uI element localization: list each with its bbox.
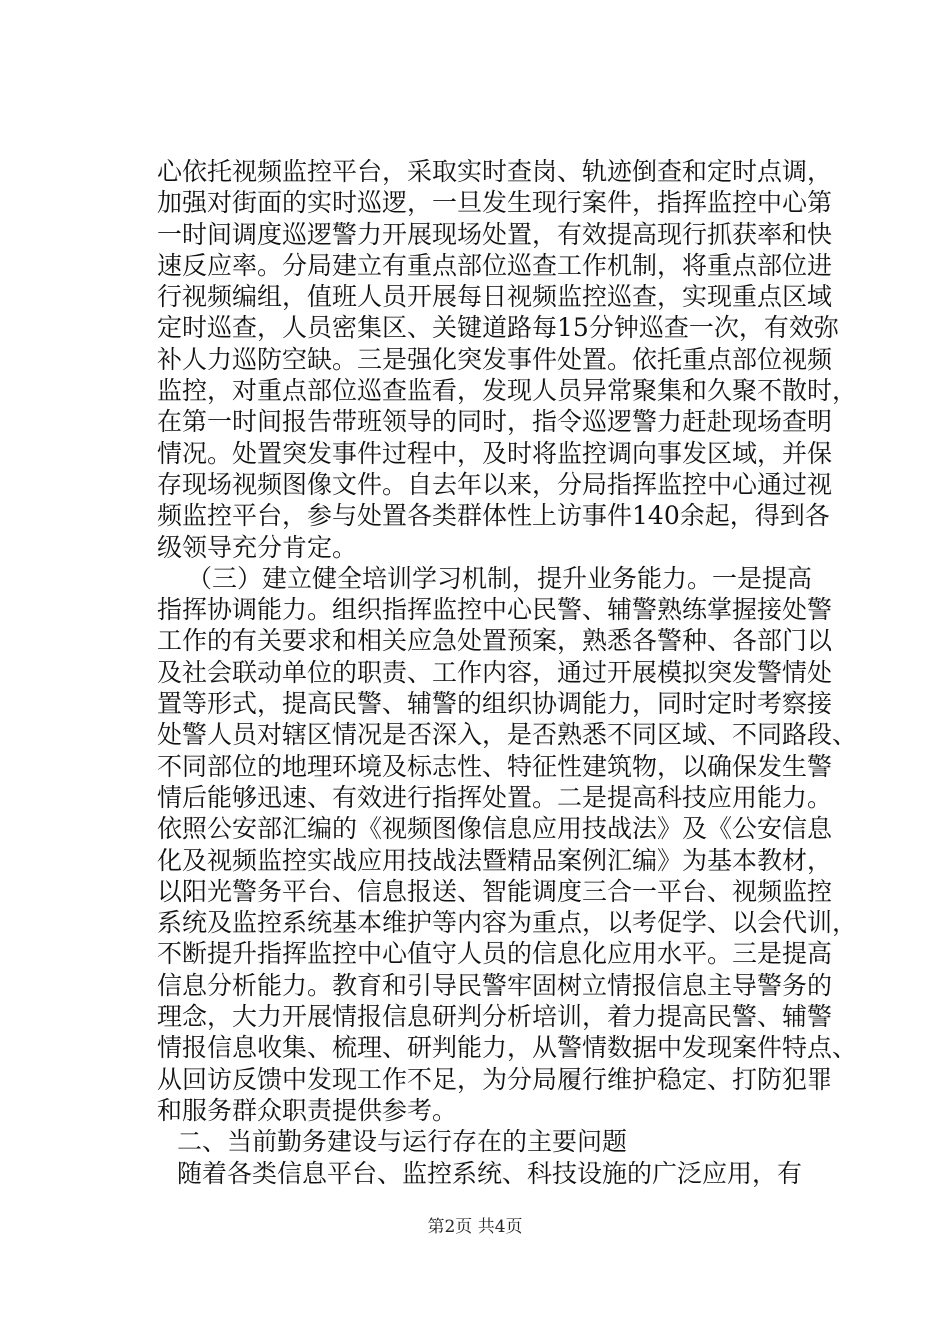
text-line: 及社会联动单位的职责、工作内容，通过开展模拟突发警情处 [157,657,833,687]
text-line: 心依托视频监控平台，采取实时查岗、轨迹倒查和定时点调， [157,157,833,186]
text-line: 速反应率。分局建立有重点部位巡查工作机制，将重点部位进 [157,250,833,280]
text-line: 情后能够迅速、有效进行指挥处置。二是提高科技应用能力。 [157,782,833,812]
text-line: 系统及监控系统基本维护等内容为重点，以考促学、以会代训， [157,908,858,938]
body-text [157,156,858,1189]
text-line: 理念，大力开展情报信息研判分析培训，着力提高民警、辅警 [157,1002,833,1032]
section-heading-line: 二、当前勤务建设与运行存在的主要问题 [177,1127,628,1157]
text-line: 指挥协调能力。组织指挥监控中心民警、辅警熟练掌握接处警 [157,595,833,625]
text-line: 信息分析能力。教育和引导民警牢固树立情报信息主导警务的 [157,970,833,1000]
text-line: 一时间调度巡逻警力开展现场处置，有效提高现行抓获率和快 [157,219,833,249]
text-line: 以阳光警务平台、信息报送、智能调度三合一平台、视频监控 [157,876,833,906]
text-line: 情况。处置突发事件过程中，及时将监控调向事发区域，并保 [157,438,833,468]
text-line: 随着各类信息平台、监控系统、科技设施的广泛应用，有 [177,1158,803,1188]
section-heading-line: （三）建立健全培训学习机制，提升业务能力。一是提高 [187,563,813,593]
text-line: 工作的有关要求和相关应急处置预案，熟悉各警种、各部门以 [157,626,833,656]
text-line: 不断提升指挥监控中心值守人员的信息化应用水平。三是提高 [157,939,833,969]
text-line: 存现场视频图像文件。自去年以来，分局指挥监控中心通过视 [157,469,833,499]
text-line: 加强对街面的实时巡逻，一旦发生现行案件，指挥监控中心第 [157,188,833,218]
text-line: 化及视频监控实战应用技战法暨精品案例汇编》为基本教材， [157,845,833,875]
text-line: 不同部位的地理环境及标志性、特征性建筑物，以确保发生警 [157,751,833,781]
text-line: 定时巡查，人员密集区、关键道路每15分钟巡查一次，有效弥 [157,313,839,343]
text-line: 补人力巡防空缺。三是强化突发事件处置。依托重点部位视频 [157,344,833,374]
text-line: 行视频编组，值班人员开展每日视频监控巡查，实现重点区域 [157,282,833,312]
text-line: 级领导充分肯定。 [157,532,358,562]
text-line: 频监控平台，参与处置各类群体性上访事件140余起，得到各 [157,501,830,531]
text-line: 依照公安部汇编的《视频图像信息应用技战法》及《公安信息 [157,814,833,844]
text-line: 从回访反馈中发现工作不足，为分局履行维护稳定、打防犯罪 [157,1064,833,1094]
page-footer: 第2页 共4页 [427,1217,523,1237]
text-line: 处警人员对辖区情况是否深入，是否熟悉不同区域、不同路段、 [157,720,858,750]
text-line: 在第一时间报告带班领导的同时，指令巡逻警力赶赴现场查明 [157,407,833,437]
text-line: 情报信息收集、梳理、研判能力，从警情数据中发现案件特点、 [157,1033,858,1063]
text-line: 置等形式，提高民警、辅警的组织协调能力，同时定时考察接 [157,689,833,719]
text-line: 和服务群众职责提供参考。 [157,1095,458,1125]
text-line: 监控，对重点部位巡查监看，发现人员异常聚集和久聚不散时， [157,376,858,406]
